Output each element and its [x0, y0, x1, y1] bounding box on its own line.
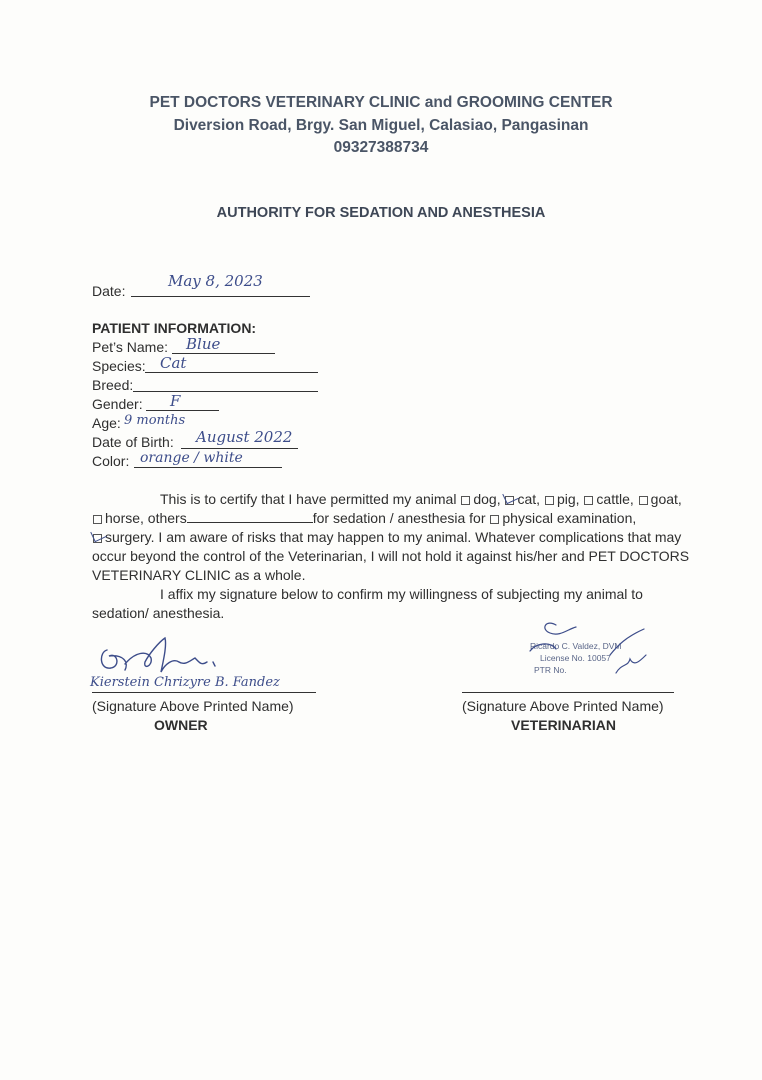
- consent-line-6: I affix my signature below to confirm my willingness of subjecting my animal to: [160, 586, 643, 602]
- dob-line: [181, 448, 298, 449]
- owner-role: OWNER: [154, 717, 208, 733]
- goat-option: goat,: [650, 491, 682, 507]
- pets-name-value: Blue: [186, 335, 221, 353]
- cat-checkbox[interactable]: [505, 496, 514, 505]
- date-line: [131, 296, 310, 297]
- owner-printed-name: Kierstein Chrizyre B. Fandez: [90, 675, 280, 690]
- patient-info-heading: PATIENT INFORMATION:: [92, 320, 257, 336]
- pets-name-line: [172, 353, 275, 354]
- consent-mid: for sedation / anesthesia for: [312, 510, 486, 526]
- vet-caption: (Signature Above Printed Name): [462, 698, 664, 714]
- gender-value: F: [170, 392, 181, 410]
- gender-label: Gender:: [92, 396, 143, 412]
- species-line: [145, 372, 318, 373]
- species-value: Cat: [160, 354, 187, 372]
- owner-signature-line: [92, 692, 316, 693]
- pig-option: pig,: [556, 491, 580, 507]
- consent-line-7: sedation/ anesthesia.: [92, 605, 225, 621]
- vet-signature: [510, 615, 660, 685]
- cattle-option: cattle,: [596, 491, 634, 507]
- vet-stamp-license: License No. 10057: [540, 653, 611, 663]
- consent-prefix: This is to certify that I have permitted my animal: [160, 491, 457, 507]
- date-label: Date:: [92, 283, 126, 299]
- dog-checkbox[interactable]: [461, 496, 470, 505]
- consent-line-3: [92, 528, 681, 547]
- dog-option: dog,: [473, 491, 501, 507]
- age-label: Age:: [92, 415, 121, 431]
- horse-checkbox[interactable]: [93, 515, 102, 524]
- breed-line: [133, 391, 318, 392]
- consent-line-2: [92, 509, 636, 528]
- others-line: [187, 510, 313, 523]
- clinic-address: Diversion Road, Brgy. San Miguel, Calasiao, Pangasinan: [173, 117, 589, 134]
- vet-stamp-name: Ricardo C. Valdez, DVM: [530, 641, 622, 651]
- physical-exam-checkbox[interactable]: [490, 515, 499, 524]
- date-value: May 8, 2023: [168, 272, 263, 290]
- cattle-checkbox[interactable]: [584, 496, 593, 505]
- cat-option: cat,: [517, 491, 541, 507]
- form-title: AUTHORITY FOR SEDATION AND ANESTHESIA: [216, 205, 546, 221]
- consent-line-5: VETERINARY CLINIC as a whole.: [92, 567, 306, 583]
- dob-label: Date of Birth:: [92, 434, 174, 450]
- pets-name-label: Pet’s Name:: [92, 339, 168, 355]
- goat-checkbox[interactable]: [639, 496, 648, 505]
- age-value: 9 months: [124, 413, 186, 428]
- physical-exam-option: physical examination,: [502, 510, 637, 526]
- gender-line: [146, 410, 219, 411]
- clinic-phone: 09327388734: [333, 139, 429, 156]
- consent-text-3: surgery. I am aware of risks that may happen to my animal. Whatever complications that may: [105, 529, 682, 545]
- horse-others-option: horse, others: [105, 510, 187, 526]
- owner-caption: (Signature Above Printed Name): [92, 698, 294, 714]
- pig-checkbox[interactable]: [545, 496, 554, 505]
- dob-value: August 2022: [196, 428, 293, 446]
- clinic-name: PET DOCTORS VETERINARY CLINIC and GROOMING CENTER: [149, 94, 613, 111]
- vet-stamp-ptr: PTR No.: [534, 665, 567, 675]
- color-label: Color:: [92, 453, 130, 469]
- consent-line-4: occur beyond the control of the Veterinarian, I will not hold it against his/her and PET DOCTORS: [92, 548, 690, 564]
- consent-line-1: [160, 490, 682, 509]
- breed-label: Breed:: [92, 377, 134, 393]
- color-value: orange / white: [140, 450, 243, 466]
- vet-signature-line: [462, 692, 674, 693]
- vet-role: VETERINARIAN: [511, 717, 617, 733]
- surgery-checkbox[interactable]: [93, 534, 102, 543]
- species-label: Species:: [92, 358, 146, 374]
- color-line: [134, 467, 282, 468]
